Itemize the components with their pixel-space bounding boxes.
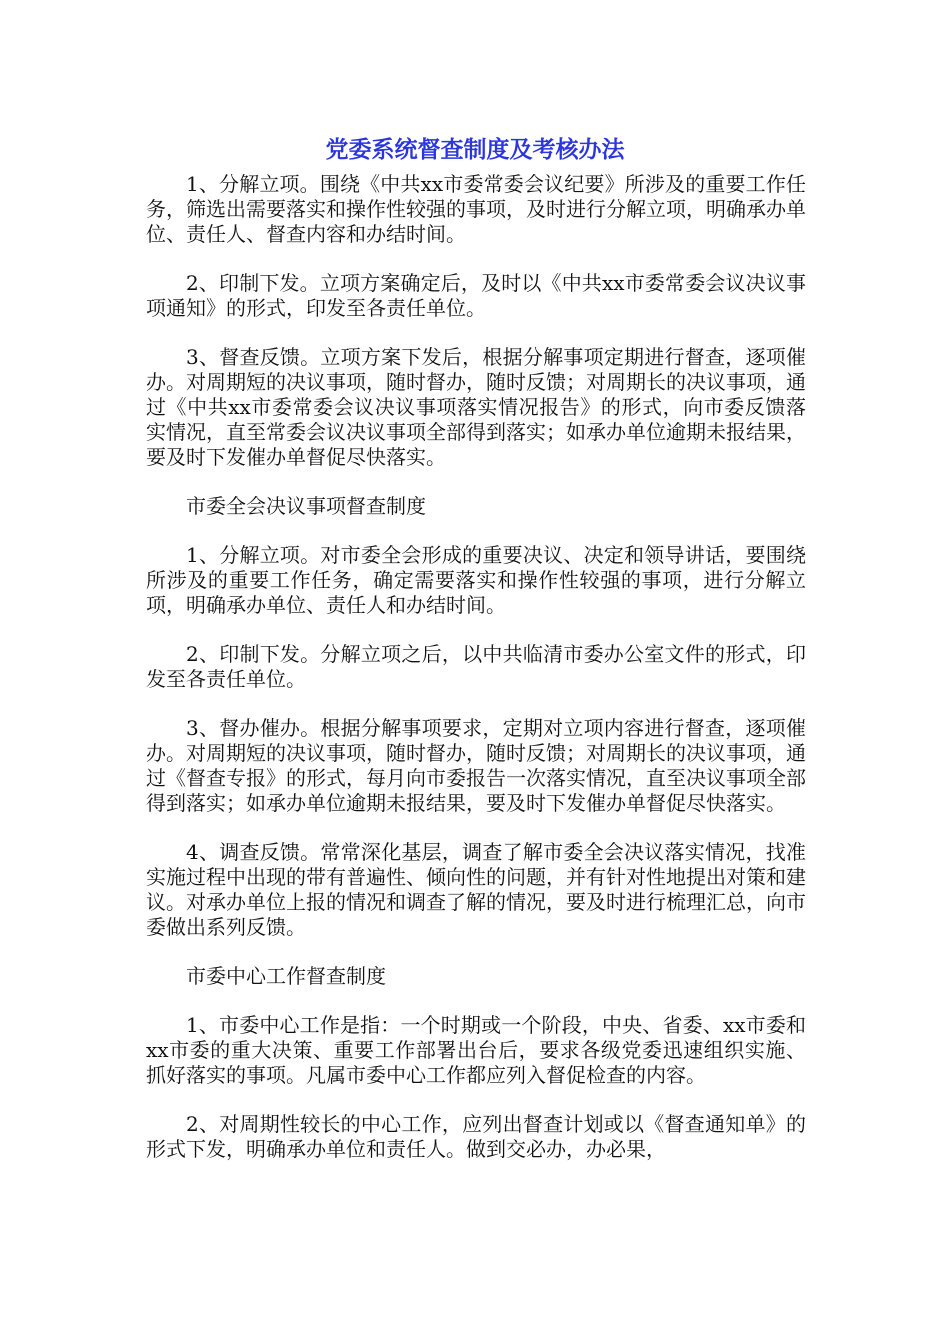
section-heading-plenary: 市委全会决议事项督查制度 (186, 494, 426, 518)
paragraph-plenary-item-3: 3、督办催办。根据分解事项要求，定期对立项内容进行督查，逐项催办。对周期短的决议事项，随时督办，随时反馈；对周期长的决议事项，通过《督查专报》的形式，每月向市委报告一次落实情况，直至决议事项全部得到落实；如承办单位逾期未报结果，要及时下发催办单督促尽快落实。 (146, 716, 806, 815)
paragraph-item-2-print-issue: 2、印制下发。立项方案确定后，及时以《中共xx市委常委会议决议事项通知》的形式，印发至各责任单位。 (146, 271, 806, 320)
paragraph-plenary-item-4: 4、调查反馈。常常深化基层，调查了解市委全会决议落实情况，找准实施过程中出现的带有普遍性、倾向性的问题，并有针对性地提出对策和建议。对承办单位上报的情况和调查了解的情况，要及时进行梳理汇总，向市委做出系列反馈。 (146, 840, 806, 939)
paragraph-central-item-2: 2、对周期性较长的中心工作，应列出督查计划或以《督查通知单》的形式下发，明确承办单位和责任人。做到交必办，办必果， (146, 1112, 806, 1161)
paragraph-plenary-item-2: 2、印制下发。分解立项之后，以中共临清市委办公室文件的形式，印发至各责任单位。 (146, 642, 806, 691)
document-title: 党委系统督查制度及考核办法 (325, 137, 625, 163)
section-heading-central-work: 市委中心工作督查制度 (186, 964, 386, 988)
paragraph-central-item-1: 1、市委中心工作是指：一个时期或一个阶段，中央、省委、xx市委和xx市委的重大决策、重要工作部署出台后，要求各级党委迅速组织实施、抓好落实的事项。凡属市委中心工作都应列入督促检查的内容。 (146, 1013, 806, 1087)
paragraph-plenary-item-1: 1、分解立项。对市委全会形成的重要决议、决定和领导讲话，要围绕所涉及的重要工作任务，确定需要落实和操作性较强的事项，进行分解立项，明确承办单位、责任人和办结时间。 (146, 543, 806, 617)
paragraph-item-1-split-project: 1、分解立项。围绕《中共xx市委常委会议纪要》所涉及的重要工作任务，筛选出需要落实和操作性较强的事项，及时进行分解立项，明确承办单位、责任人、督查内容和办结时间。 (146, 172, 806, 246)
paragraph-item-3-supervise-feedback: 3、督查反馈。立项方案下发后，根据分解事项定期进行督查，逐项催办。对周期短的决议事项，随时督办，随时反馈；对周期长的决议事项，通过《中共xx市委常委会议决议事项落实情况报告》的形式，向市委反馈落实情况，直至常委会议决议事项全部得到落实；如承办单位逾期未报结果，要及时下发催办单督促尽快落实。 (146, 345, 806, 469)
document-body (146, 172, 806, 1186)
